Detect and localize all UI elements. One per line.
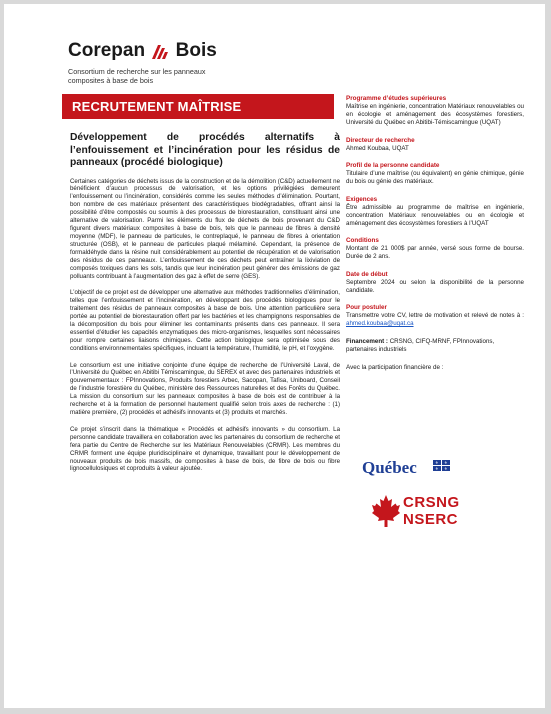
logo-name-right: Bois bbox=[175, 40, 217, 61]
quebec-logo: Québec bbox=[362, 458, 417, 477]
funding-sources: CRSNG, CIFQ-MRNF, FPInnovations, partenaires industriels bbox=[346, 337, 495, 353]
start-date-heading: Date de début bbox=[346, 270, 388, 278]
funding-label: Financement : bbox=[346, 337, 388, 345]
main-column bbox=[70, 132, 340, 482]
apply-instructions: Transmettre votre CV, lettre de motivation et relevé de notes à : bbox=[346, 312, 524, 319]
info-sidebar bbox=[346, 95, 524, 372]
profile-text: Titulaire d’une maîtrise (ou équivalent) en génie chimique, génie du bois ou génie des matériaux. bbox=[346, 170, 524, 185]
conditions-text: Montant de 21 000$ par année, versé sous forme de bourse. Durée de 2 ans. bbox=[346, 245, 524, 260]
apply-text bbox=[346, 312, 524, 328]
document-page bbox=[4, 4, 545, 708]
requirements-heading: Exigences bbox=[346, 195, 378, 203]
project-title: Développement de procédés alternatifs à l’enfouissement et l’incinération pour les résidus de panneaux (procédé biologique) bbox=[70, 132, 340, 168]
logo-subtitle: Consortium de recherche sur les panneaux composites à base de bois bbox=[68, 67, 206, 85]
corepan-bois-logo bbox=[68, 40, 228, 85]
logo-title bbox=[68, 40, 228, 65]
director-text: Ahmed Koubaa, UQAT bbox=[346, 144, 409, 152]
apply-heading: Pour postuler bbox=[346, 304, 387, 311]
paragraph-objective: L’objectif de ce projet est de développer une alternative aux méthodes traditionnelles d’élimination, telles que l’enfouissement et l’incinération, en développant des procédés biologiques pour le traitement des résidus de panneaux composites à base de bois. Une attention particulière sera portée au potentiel de biorestauration offert par les bactéries et les champignons responsables de la décomposition du bois pour éliminer les contaminants présents dans ces panneaux. Il sera essentiel d’étudier les capacités enzymatiques des micro-organismes, lesquelles sont nécessaires pour rompre certaines liaisons chimiques. Cette action biologique sera optimisée sous des conditions environnementales spécifiques, incluant la température, l’humidité, le pH, et l’oxygène. bbox=[70, 289, 340, 353]
director-heading: Directeur de recherche bbox=[346, 136, 415, 144]
profile-heading: Profil de la personne candidate bbox=[346, 162, 440, 169]
participation-label: Avec la participation financière de : bbox=[346, 363, 444, 371]
apply-email-link[interactable]: ahmed.koubaa@uqat.ca bbox=[346, 320, 414, 327]
paragraph-consortium: Le consortium est une initiative conjointe d’une équipe de recherche de l’Université Laval, de l’Université du Québec en Abitibi Témiscamingue, du SEREX et avec des partenaires industriels et gouvernementaux : FPInnovations, Produits forestiers Arbec, Sacopan, Tafisa, Uniboard, Conseil de l’industrie forestière du Québec, ministère des Ressources naturelles et des Forêts du Québec. La mission du consortium sur les panneaux composites à base de bois est de contribuer à la recherche et à la formation de personnel hautement qualifié selon trois axes de recherche : (1) matière première, (2) procédés et adhésifs innovants et (3) produits et marchés. bbox=[70, 361, 340, 417]
program-text: Maîtrise en ingénierie, concentration Matériaux renouvelables ou en écologie et aménagement des écosystèmes forestiers, Université du Québec en Abitibi-Témiscamingue (UQAT) bbox=[346, 103, 524, 126]
recruitment-banner: RECRUTEMENT MAÎTRISE bbox=[62, 94, 334, 119]
nserc-line: NSERC bbox=[403, 511, 459, 528]
conditions-heading: Conditions bbox=[346, 237, 379, 244]
logo-mark-icon bbox=[152, 43, 168, 65]
start-date-text: Septembre 2024 ou selon la disponibilité de la personne candidate. bbox=[346, 278, 524, 294]
paragraph-context: Certaines catégories de déchets issus de la construction et de la démolition (C&D) actuellement ne bénéficient d’aucun processus de valorisation, et les options privilégiées demeurent l’enfouissement ou l’incinération, considérés comme les seules méthodes d’élimination. Pourtant, bon nombre de ces matériaux présentent des caractéristiques biodégradables, offrant ainsi la possibilité d’être compostés ou soumis à des processus de biorestauration, constituant ainsi une alternative de valorisation. Parmi les éléments du flux de déchets de bois provenant du C&D figurent divers matériaux composites à base de bois, tels que le panneau de fibres à densité moyenne (MDF), le panneau de particules, le contreplaqué, le panneau de fibres à orientation structurée (OSB), et le panneau de particules plaqué mélaminé. Cependant, la présence de formaldéhyde dans la résine nuit considérablement au potentiel de récupération et de valorisation des résidus de ces panneaux. L’enfouissement de ces déchets peut entraîner la lixiviation de composés toxiques dans les sols, tandis que leur incinération peut générer des émissions de gaz polluants contribuant à l’augmentation des gaz à effet de serre (GES). bbox=[70, 177, 340, 280]
program-heading: Programme d’études supérieures bbox=[346, 95, 447, 102]
paragraph-theme: Ce projet s’inscrit dans la thématique « Procédés et adhésifs innovants » du consortium. La personne candidate travaillera en collaboration avec les partenaires du consortium de recherche et fera partie du Centre de Recherche sur les Matériaux Renouvelables (CRMR). Les membres du CRMR forment une équipe pluridisciplinaire et dynamique, travaillant pour le développement de nouveaux produits de bois massifs, de composites à base de bois, de fibre de bois ou fibre lignocellulosiques et coproduits à valeur ajoutée. bbox=[70, 425, 340, 473]
maple-leaf-icon bbox=[371, 494, 401, 528]
crsng-line: CRSNG bbox=[403, 494, 460, 511]
quebec-flag-icon: ⚜ ⚜ ⚜ ⚜ bbox=[433, 460, 450, 471]
requirements-text: Être admissible au programme de maîtrise en ingénierie, concentration Matériaux renouvelables ou en écologie et aménagement des écosystèmes forestiers à l’UQAT bbox=[346, 203, 524, 227]
crsng-wordmark bbox=[403, 494, 460, 528]
funding-text bbox=[346, 338, 524, 354]
logo-name-left: Corepan bbox=[68, 40, 146, 61]
